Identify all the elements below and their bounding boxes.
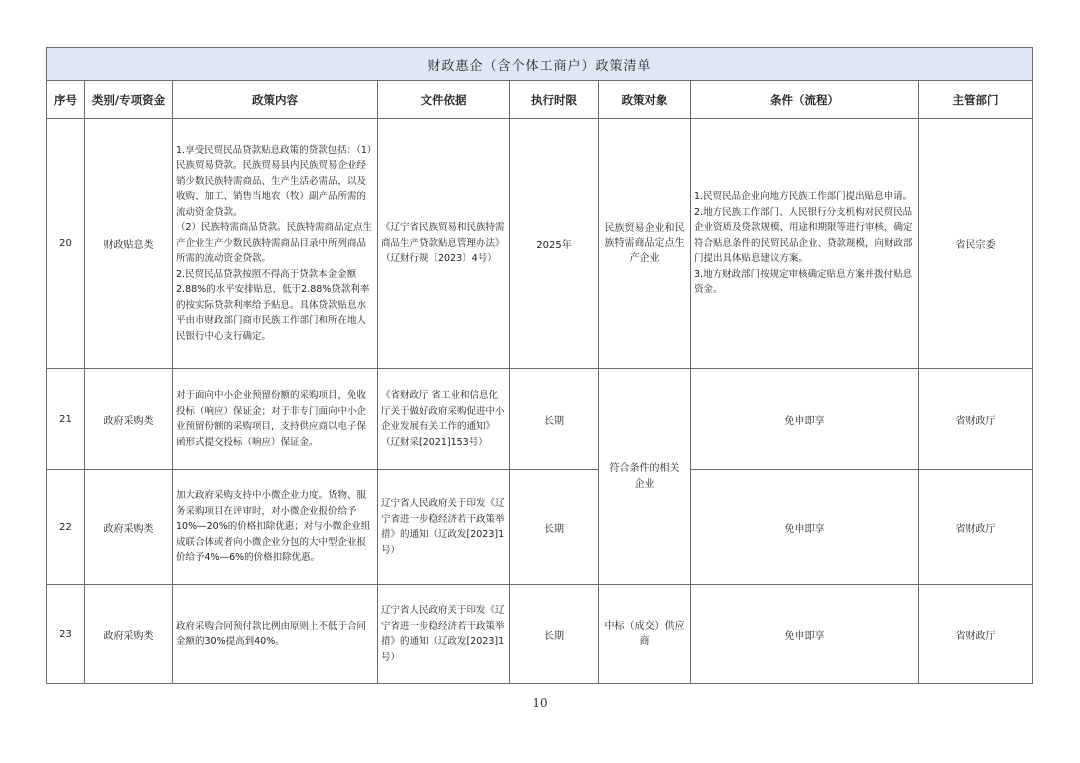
conditions-cell: 免申即享 xyxy=(691,585,919,684)
period-cell: 长期 xyxy=(510,369,599,470)
target-cell: 中标（成交）供应商 xyxy=(599,585,691,684)
page-number: 10 xyxy=(532,696,548,710)
category-cell: 政府采购类 xyxy=(85,585,173,684)
row-number: 21 xyxy=(47,369,85,470)
policy-table xyxy=(46,47,1033,684)
row-number: 23 xyxy=(47,585,85,684)
header-cell: 序号 xyxy=(47,81,85,119)
content-cell: 对于面向中小企业预留份额的采购项目，免收投标（响应）保证金；对于非专门面向中小企业预留份额的采购项目，支持供应商以电子保函形式提交投标（响应）保证金。 xyxy=(173,369,378,470)
dept-cell: 省财政厅 xyxy=(919,369,1033,470)
header-cell: 执行时限 xyxy=(510,81,599,119)
row-number: 22 xyxy=(47,470,85,585)
header-cell: 政策对象 xyxy=(599,81,691,119)
condition-step: 2.地方民族工作部门、人民银行分支机构对民贸民品企业资质及贷款规模、用途和期限等进行审核，确定符合贴息条件的民贸民品企业、贷款规模，向财政部门提出具体贴息建议方案。 xyxy=(694,206,913,265)
conditions-cell: 免申即享 xyxy=(691,470,919,585)
basis-cell: 辽宁省人民政府关于印发《辽宁省进一步稳经济若干政策举措》的通知（辽政发[2023]1号） xyxy=(378,585,510,684)
table-row xyxy=(47,369,1033,470)
row-number: 20 xyxy=(47,119,85,369)
category-cell: 财政贴息类 xyxy=(85,119,173,369)
header-cell: 条件（流程） xyxy=(691,81,919,119)
content-paragraph: 2.民贸民品贷款按照不得高于贷款本金金额2.88%的水平安排贴息，低于2.88%贷款利率的按实际贷款利率给予贴息。具体贷款贴息水平由市财政部门商市民族工作部门和所在地人民银行中心支行确定。 xyxy=(176,268,370,342)
table-row xyxy=(47,470,1033,585)
basis-cell: 《省财政厅 省工业和信息化厅关于做好政府采购促进中小企业发展有关工作的通知》（辽财采[2021]153号） xyxy=(378,369,510,470)
header-row xyxy=(47,81,1033,119)
header-cell: 政策内容 xyxy=(173,81,378,119)
dept-cell: 省民宗委 xyxy=(919,119,1033,369)
header-cell: 类别/专项资金 xyxy=(85,81,173,119)
content-cell xyxy=(173,119,378,369)
table-row xyxy=(47,585,1033,684)
period-cell: 2025年 xyxy=(510,119,599,369)
conditions-cell xyxy=(691,119,919,369)
header-cell: 文件依据 xyxy=(378,81,510,119)
target-cell: 民族贸易企业和民族特需商品定点生产企业 xyxy=(599,119,691,369)
table-row xyxy=(47,119,1033,369)
header-cell: 主管部门 xyxy=(919,81,1033,119)
basis-cell: 辽宁省人民政府关于印发《辽宁省进一步稳经济若干政策举措》的通知（辽政发[2023]1号） xyxy=(378,470,510,585)
content-cell: 政府采购合同预付款比例由原则上不低于合同金额的30%提高到40%。 xyxy=(173,585,378,684)
condition-step: 1.民贸民品企业向地方民族工作部门提出贴息申请。 xyxy=(694,191,913,203)
content-paragraph: （2）民族特需商品贷款。民族特需商品定点生产企业生产少数民族特需商品目录中所列商品所需的流动资金贷款。 xyxy=(176,222,373,265)
table-title: 财政惠企（含个体工商户）政策清单 xyxy=(47,48,1033,81)
dept-cell: 省财政厅 xyxy=(919,585,1033,684)
target-cell-merged: 符合条件的相关企业 xyxy=(599,369,691,585)
category-cell: 政府采购类 xyxy=(85,369,173,470)
conditions-cell: 免申即享 xyxy=(691,369,919,470)
content-cell: 加大政府采购支持中小微企业力度。货物、服务采购项目在评审时，对小微企业报价给予10%—20%的价格扣除优惠；对与小微企业组成联合体或者向小微企业分包的大中型企业报价给予4%—6%的价格扣除优惠。 xyxy=(173,470,378,585)
period-cell: 长期 xyxy=(510,470,599,585)
category-cell: 政府采购类 xyxy=(85,470,173,585)
dept-cell: 省财政厅 xyxy=(919,470,1033,585)
condition-step: 3.地方财政部门按规定审核确定贴息方案并拨付贴息资金。 xyxy=(694,268,913,296)
period-cell: 长期 xyxy=(510,585,599,684)
content-paragraph: 1.享受民贸民品贷款贴息政策的贷款包括：（1）民族贸易贷款。民族贸易县内民族贸易企业经销少数民族特需商品、生产生活必需品，以及收购、加工、销售当地农（牧）副产品所需的流动资金贷款。 xyxy=(176,144,372,218)
basis-cell: 《辽宁省民族贸易和民族特需商品生产贷款贴息管理办法》（辽财行规〔2023〕4号） xyxy=(378,119,510,369)
